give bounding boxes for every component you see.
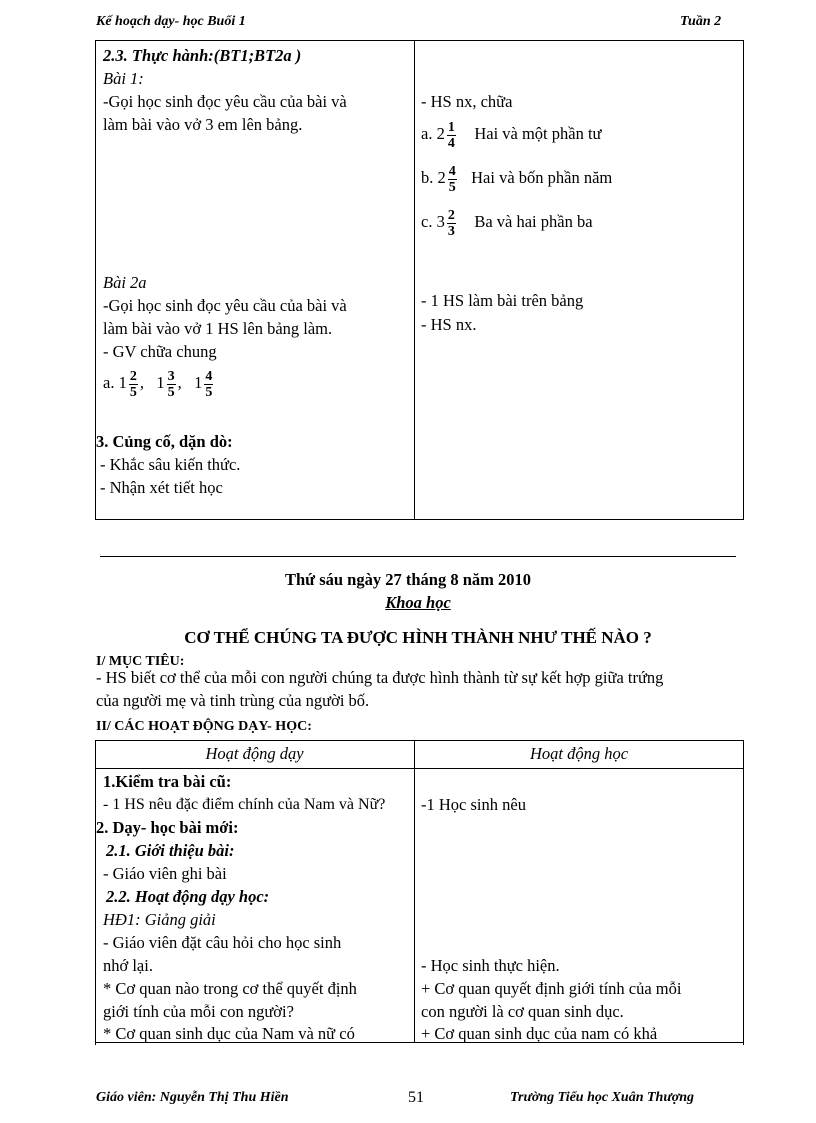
header-left: Kế hoạch dạy- học Buổi 1 <box>96 14 246 29</box>
tra-loi-sinh-duc: + Cơ quan sinh dục của nam có khả <box>421 1024 658 1043</box>
answer-c: c. 3 $\frac{2}{3}$ Ba và hai phần ba <box>421 207 593 239</box>
lesson-subject: Khoa học <box>385 593 451 612</box>
gv-dat-cau-hoi: - Giáo viên đặt câu hỏi cho học sinh <box>103 933 342 952</box>
kiem-tra-question: - 1 HS nêu đặc điểm chính của Nam và Nữ? <box>103 796 386 813</box>
bai2-text-3: - GV chữa chung <box>103 342 217 361</box>
bai2-label: Bài 2a <box>103 273 147 292</box>
gv-ghi-bai: - Giáo viên ghi bài <box>103 864 227 883</box>
footer-page-number: 51 <box>408 1089 424 1106</box>
hoat-dong-label: II/ CÁC HOẠT ĐỘNG DẠY- HỌC: <box>96 719 312 734</box>
col-hoat-dong-day: Hoạt động dạy <box>205 744 304 763</box>
cung-co-1: - Khắc sâu kiến thức. <box>100 455 241 474</box>
right-1hs-lam-bai: - 1 HS làm bài trên bảng <box>421 291 584 310</box>
footer-school: Trường Tiểu học Xuân Thượng <box>510 1090 695 1105</box>
hoat-dong-day-hoc: 2.2. Hoạt động dạy học: <box>106 887 270 906</box>
day-hoc-bai-moi: 2. Dạy- học bài mới: <box>96 818 239 837</box>
hd1-giang-giai: HĐ1: Giảng giải <box>103 910 216 929</box>
bai2-text-1: -Gọi học sinh đọc yêu cầu của bài và <box>103 296 347 315</box>
muc-tieu-label: I/ MỤC TIÊU: <box>96 654 185 669</box>
cau-hoi-gioi-tinh-2: giới tính của mỗi con người? <box>103 1002 294 1021</box>
lesson-date: Thứ sáu ngày 27 tháng 8 năm 2010 <box>284 570 531 589</box>
col-hoat-dong-hoc: Hoạt động học <box>529 744 629 763</box>
cung-co-2: - Nhận xét tiết học <box>100 478 223 497</box>
section-divider <box>100 556 736 557</box>
activity-table-divider <box>414 740 415 1043</box>
activity-table-header-line <box>95 768 744 769</box>
answer-b: b. 2 $\frac{4}{5}$ Hai và bốn phần năm <box>421 163 613 195</box>
top-table-divider <box>414 40 415 520</box>
lesson-title: CƠ THỂ CHÚNG TA ĐƯỢC HÌNH THÀNH NHƯ THẾ NÀO ? <box>184 628 652 647</box>
muc-tieu-1: - HS biết cơ thể của mỗi con người chúng ta được hình thành từ sự kết hợp giữa trứng <box>96 668 664 687</box>
section-thuc-hanh: 2.3. Thực hành:(BT1;BT2a ) <box>103 46 302 65</box>
kiem-tra-answer: -1 Học sinh nêu <box>421 795 526 814</box>
bai1-label: Bài 1: <box>103 69 144 88</box>
bai2-text-2: làm bài vào vở 1 HS lên bảng làm. <box>103 319 333 338</box>
gioi-thieu-bai: 2.1. Giới thiệu bài: <box>106 841 235 860</box>
kiem-tra-bai-cu: 1.Kiểm tra bài cũ: <box>103 772 232 791</box>
header-right: Tuần 2 <box>680 14 722 29</box>
cau-hoi-sinh-duc: * Cơ quan sinh dục của Nam và nữ có <box>103 1024 355 1043</box>
bai2-fractions: a. 1 $\frac{2}{5}$ , 1 $\frac{3}{5}$ , 1 $\frac{4}{5}$ <box>103 368 213 400</box>
right-hs-nx-chua: - HS nx, chữa <box>421 92 513 111</box>
answer-a: a. 2 $\frac{1}{4}$ Hai và một phần tư <box>421 119 602 151</box>
tra-loi-gioi-tinh-2: con người là cơ quan sinh dục. <box>421 1002 624 1021</box>
cung-co-title: 3. Củng cố, dặn dò: <box>96 432 233 451</box>
bai1-text-2: làm bài vào vở 3 em lên bảng. <box>103 115 303 134</box>
footer-teacher: Giáo viên: Nguyễn Thị Thu Hiền <box>96 1090 289 1105</box>
tra-loi-gioi-tinh: + Cơ quan quyết định giới tính của mỗi <box>421 979 682 998</box>
muc-tieu-2: của người mẹ và tinh trùng của người bố. <box>96 691 370 710</box>
nho-lai: nhớ lại. <box>103 956 153 975</box>
cau-hoi-gioi-tinh: * Cơ quan nào trong cơ thể quyết định <box>103 979 357 998</box>
bai1-text-1: -Gọi học sinh đọc yêu cầu của bài và <box>103 92 347 111</box>
right-hs-nx: - HS nx. <box>421 315 477 334</box>
hs-thuc-hien: - Học sinh thực hiện. <box>421 956 560 975</box>
